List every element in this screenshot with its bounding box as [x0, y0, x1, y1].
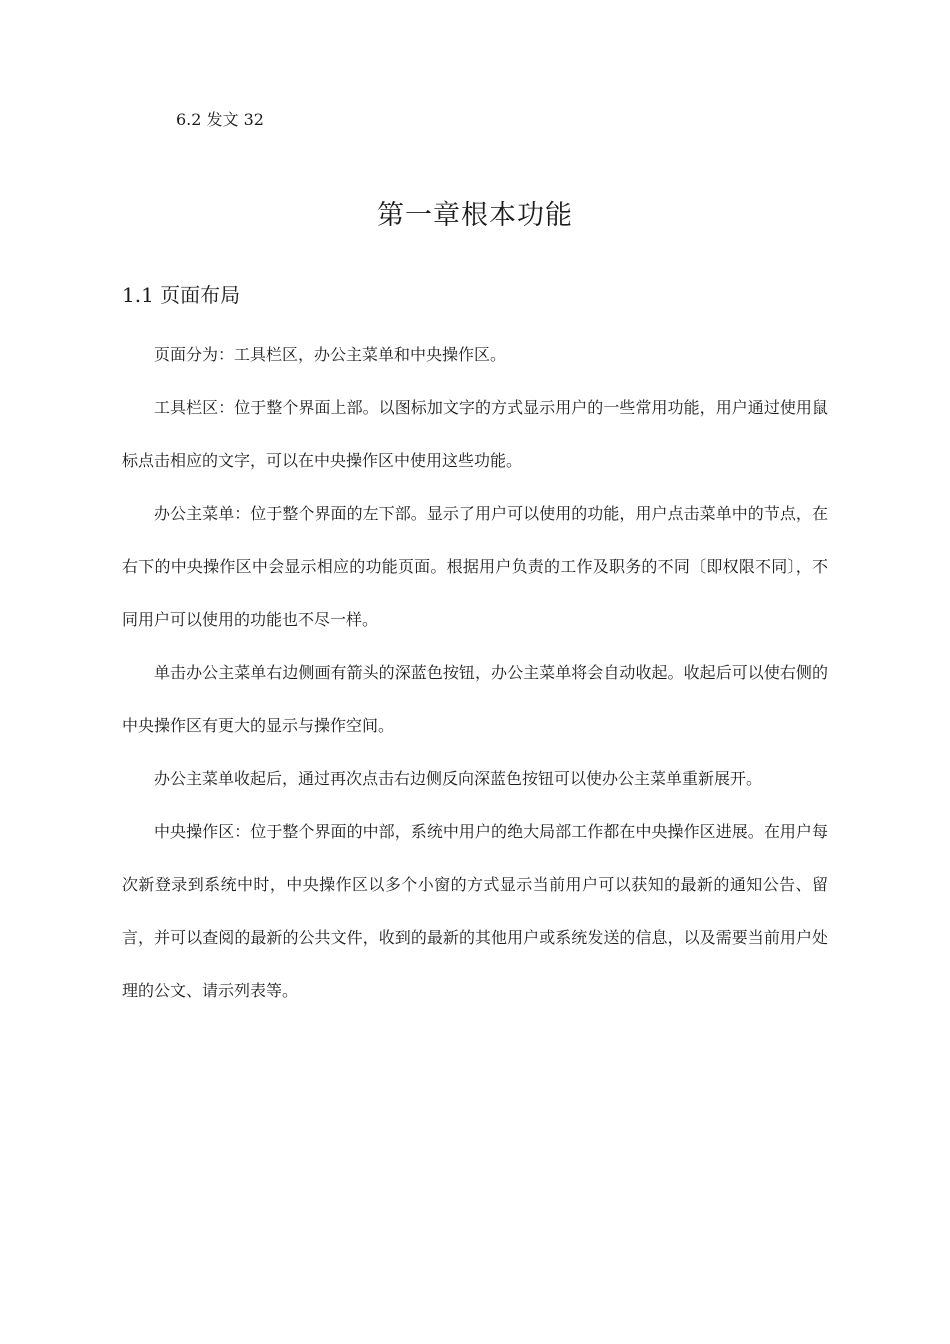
section-heading: 1.1 页面布局 [122, 283, 241, 307]
paragraph-layout-overview: 页面分为：工具栏区，办公主菜单和中央操作区。 [154, 345, 507, 364]
body-text [122, 328, 828, 1017]
paragraph-toolbar-area: 工具栏区：位于整个界面上部。以图标加文字的方式显示用户的一些常用功能，用户通过使用鼠标点击相应的文字，可以在中央操作区中使用这些功能。 [122, 398, 828, 470]
paragraph-expand-menu: 办公主菜单收起后，通过再次点击右边侧反向深蓝色按钮可以使办公主菜单重新展开。 [154, 769, 763, 788]
toc-entry: 6.2 发文 32 [176, 110, 264, 129]
paragraph-central-area: 中央操作区：位于整个界面的中部，系统中用户的绝大局部工作都在中央操作区进展。在用户每次新登录到系统中时，中央操作区以多个小窗的方式显示当前用户可以获知的最新的通知公告、留言，并可以查阅的最新的公共文件，收到的最新的其他用户或系统发送的信息，以及需要当前用户处理的公文、请示列表等。 [122, 822, 828, 1000]
paragraph-main-menu: 办公主菜单：位于整个界面的左下部。显示了用户可以使用的功能，用户点击菜单中的节点，在右下的中央操作区中会显示相应的功能页面。根据用户负责的工作及职务的不同〔即权限不同〕，不同用户可以使用的功能也不尽一样。 [122, 504, 828, 629]
chapter-title: 第一章根本功能 [377, 200, 573, 231]
paragraph-collapse-menu: 单击办公主菜单右边侧画有箭头的深蓝色按钮，办公主菜单将会自动收起。收起后可以使右侧的中央操作区有更大的显示与操作空间。 [122, 663, 828, 735]
